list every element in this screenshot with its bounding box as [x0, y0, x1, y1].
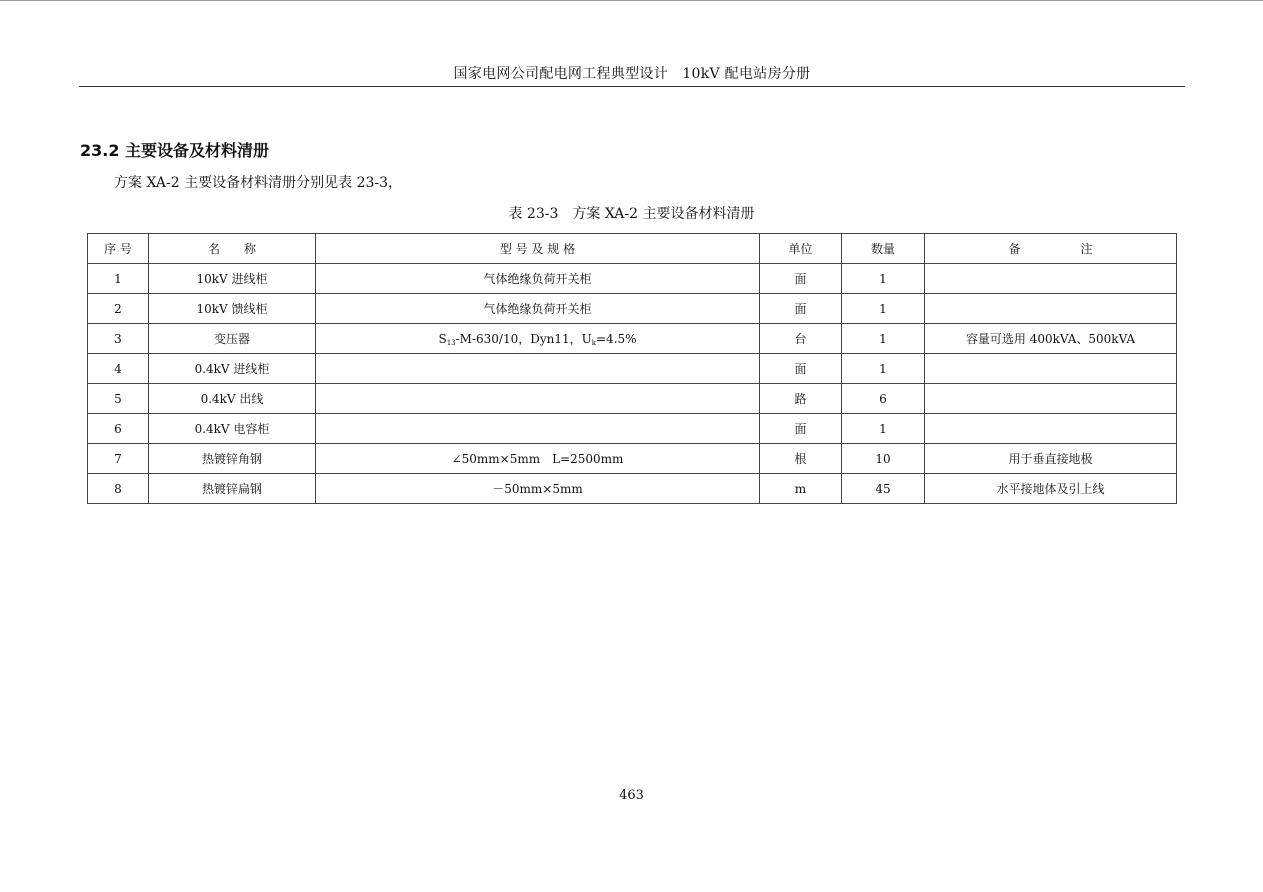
header-name: 名 称: [149, 234, 316, 264]
cell-spec: －50mm×5mm: [316, 474, 760, 504]
cell-name: 热镀锌扁钢: [149, 474, 316, 504]
cell-spec: [316, 414, 760, 444]
page-number: 463: [619, 788, 644, 803]
cell-remark: 用于垂直接地极: [925, 444, 1177, 474]
header-no: 序 号: [88, 234, 149, 264]
cell-qty: 1: [842, 324, 925, 354]
cell-unit: 面: [760, 294, 842, 324]
cell-unit: 台: [760, 324, 842, 354]
header-unit: 单位: [760, 234, 842, 264]
cell-unit: 面: [760, 264, 842, 294]
materials-table: [87, 233, 1177, 504]
cell-name: 10kV 馈线柜: [149, 294, 316, 324]
header-qty: 数量: [842, 234, 925, 264]
cell-name: 10kV 进线柜: [149, 264, 316, 294]
cell-name: 变压器: [149, 324, 316, 354]
cell-no: 7: [88, 444, 149, 474]
cell-spec: [316, 324, 760, 354]
header-divider: [79, 86, 1185, 87]
spec-s: S: [438, 332, 447, 346]
cell-qty: 1: [842, 354, 925, 384]
table-header-row: [88, 234, 1177, 264]
table-row: [88, 414, 1177, 444]
cell-no: 1: [88, 264, 149, 294]
cell-spec: [316, 384, 760, 414]
cell-remark: 容量可选用 400kVA、500kVA: [925, 324, 1177, 354]
spec-u-subscript: k: [591, 339, 596, 347]
table-row: [88, 294, 1177, 324]
cell-unit: 面: [760, 414, 842, 444]
cell-remark: [925, 354, 1177, 384]
header-remark: 备 注: [925, 234, 1177, 264]
cell-qty: 6: [842, 384, 925, 414]
cell-no: 3: [88, 324, 149, 354]
table-row: [88, 474, 1177, 504]
cell-unit: 根: [760, 444, 842, 474]
section-heading: 23.2 主要设备及材料清册: [80, 141, 270, 160]
cell-unit: 面: [760, 354, 842, 384]
cell-spec: 气体绝缘负荷开关柜: [316, 294, 760, 324]
cell-no: 4: [88, 354, 149, 384]
spec-end: =4.5%: [596, 332, 637, 346]
cell-spec: ∠50mm×5mm L=2500mm: [316, 444, 760, 474]
header-spec: 型 号 及 规 格: [316, 234, 760, 264]
cell-qty: 1: [842, 414, 925, 444]
cell-spec: 气体绝缘负荷开关柜: [316, 264, 760, 294]
table-row: [88, 324, 1177, 354]
table-row: [88, 444, 1177, 474]
spec-s-subscript: 13: [446, 339, 456, 347]
cell-unit: 路: [760, 384, 842, 414]
cell-name: 热镀锌角钢: [149, 444, 316, 474]
cell-no: 2: [88, 294, 149, 324]
table-row: [88, 354, 1177, 384]
cell-spec: [316, 354, 760, 384]
cell-remark: [925, 414, 1177, 444]
cell-remark: [925, 264, 1177, 294]
cell-qty: 10: [842, 444, 925, 474]
cell-remark: [925, 384, 1177, 414]
cell-name: 0.4kV 电容柜: [149, 414, 316, 444]
cell-name: 0.4kV 进线柜: [149, 354, 316, 384]
spec-mid: -M-630/10，Dyn11，U: [455, 332, 592, 346]
cell-qty: 45: [842, 474, 925, 504]
cell-no: 8: [88, 474, 149, 504]
cell-no: 5: [88, 384, 149, 414]
cell-qty: 1: [842, 294, 925, 324]
top-border-line: [0, 0, 1263, 1]
cell-name: 0.4kV 出线: [149, 384, 316, 414]
table-row: [88, 264, 1177, 294]
running-header-title: 国家电网公司配电网工程典型设计 10kV 配电站房分册: [453, 66, 811, 82]
cell-qty: 1: [842, 264, 925, 294]
cell-remark: 水平接地体及引上线: [925, 474, 1177, 504]
cell-unit: m: [760, 474, 842, 504]
table-caption: 表 23-3 方案 XA-2 主要设备材料清册: [508, 206, 755, 222]
cell-remark: [925, 294, 1177, 324]
cell-no: 6: [88, 414, 149, 444]
table-row: [88, 384, 1177, 414]
intro-paragraph: 方案 XA-2 主要设备材料清册分别见表 23-3，: [114, 175, 403, 191]
